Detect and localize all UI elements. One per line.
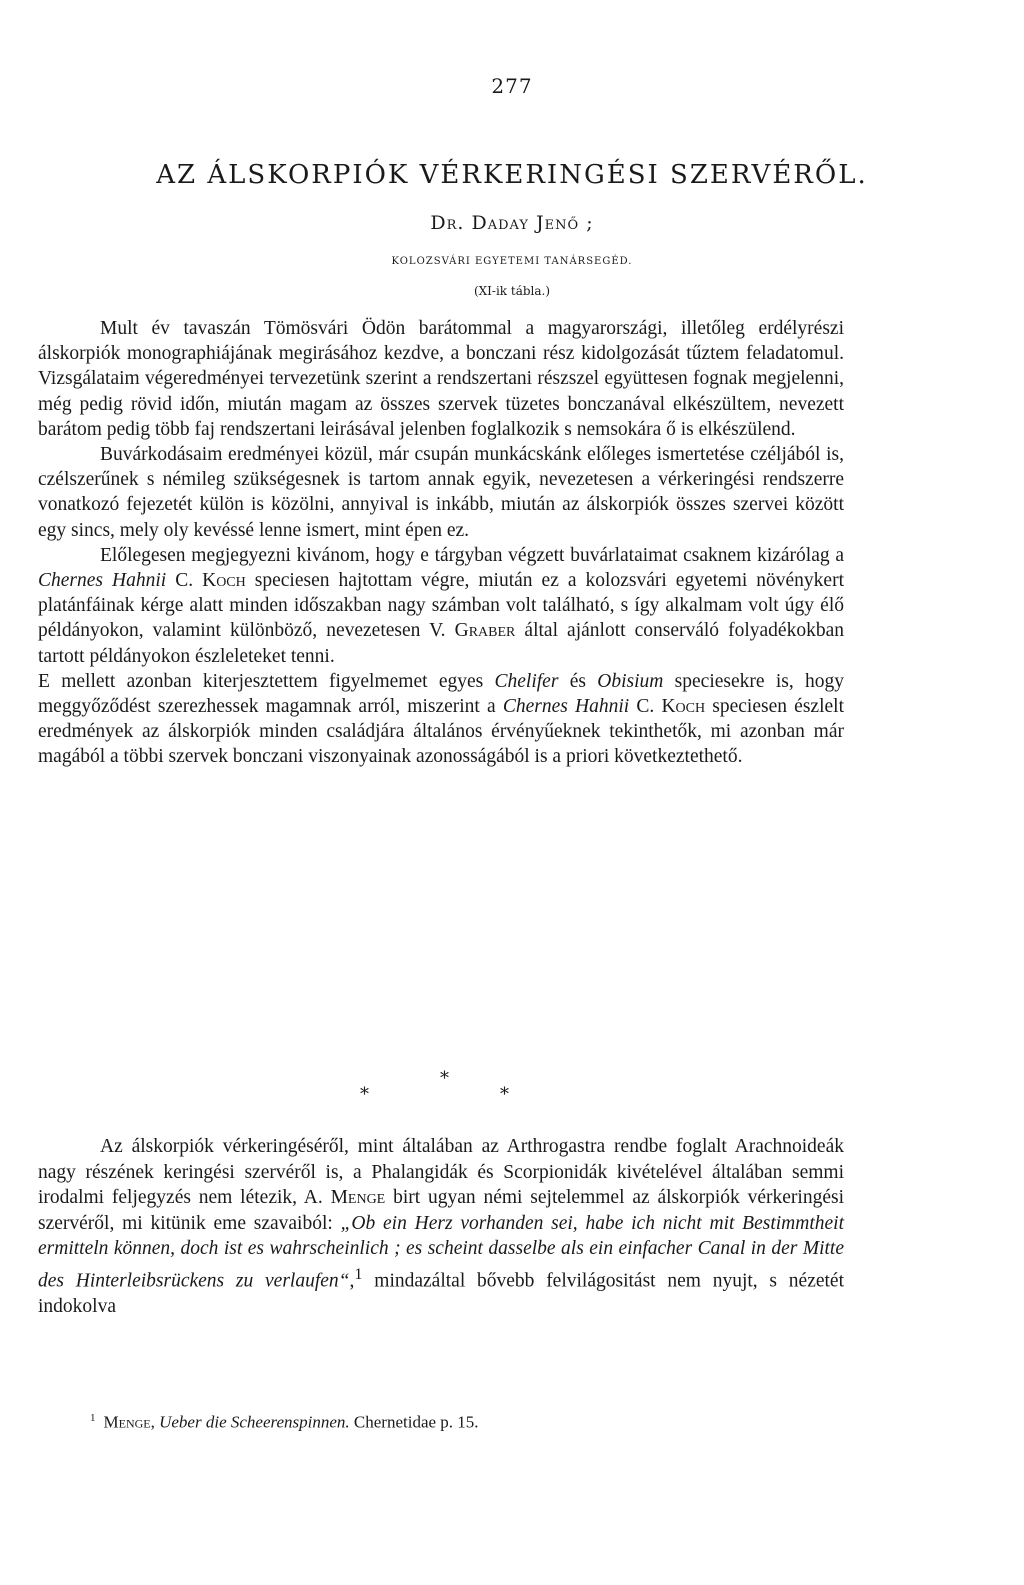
article-body-continued (38, 1134, 844, 1320)
genus-name: Chelifer (494, 670, 559, 692)
text-span: és (558, 670, 598, 692)
paragraph-1: Mult év tavaszán Tömösvári Ödön barátommal a magyarországi, illetőleg erdélyrészi álskorpiók monographiájának megirásához kezdve, a bonczani rész kidolgozását tűztem feladatomul. Vizsgálataim végeredményei tervezetünk szerint a rendszertani részszel együttesen fognak megjelenni, még pedig rövid időn, miután magam az összes szervek tüzetes bonczanával elkészültem, nevezett barátom pedig több faj rendszertani leirásával jelenben foglalkozik s nemsokára ő is elkészülend. (38, 318, 844, 440)
footnote-number: 1 (90, 1412, 96, 1424)
author-affiliation: KOLOZSVÁRI EGYETEMI TANÁRSEGÉD. (391, 256, 633, 267)
author-name: Graber (454, 620, 516, 642)
text-span: C. (629, 696, 662, 718)
text-span: C. (166, 570, 203, 592)
text-span: mindazáltal bővebb felvilágositást nem nyujt, s nézetét indokolva (38, 1270, 844, 1318)
text-span: speciesen hajtottam végre, miután ez a kolozsvári egyetemi növénykert platánfáinak kérge alatt minden időszakban nagy számban volt található, s így alkalmam volt úgy élő példányokon, valamint különböző, nevezetesen V. (38, 570, 844, 642)
footnote-author: Menge, (103, 1412, 155, 1432)
quotation: „Ob ein Herz vorhanden sei, habe ich nicht mit Bestimmtheit ermitteln können, doch ist es wahrscheinlich ; es scheint dasselbe als ein einfacher Canal in der Mitte des Hinterleibsrückens zu verlaufen“ (38, 1212, 844, 1292)
paragraph-5 (38, 1134, 844, 1320)
author-name: Menge (330, 1187, 386, 1209)
article-title: AZ ÁLSKORPIÓK VÉRKERINGÉSI SZERVÉRŐL. (156, 160, 868, 190)
asterisk: * (360, 1084, 369, 1105)
footnote-mark: 1 (354, 1264, 363, 1283)
asterisk: * (500, 1084, 509, 1105)
author-name: Koch (202, 570, 246, 592)
text-span: E mellett azonban kiterjesztettem figyelmemet egyes (38, 670, 495, 692)
text-span: speciesekre is, hogy meggyőződést szerezhessek magamnak arról, miszerint a (38, 670, 844, 718)
text-span: speciesen észlelt eredmények az álskorpiók minden családjára általános érvényűeknek tekinthetők, mi azonban már magából a többi szervek bonczani viszonyainak azonosságából is a priori következtethető. (38, 696, 844, 768)
author-name: Koch (661, 696, 706, 718)
paragraph-3 (38, 543, 844, 669)
section-separator (360, 1068, 540, 1108)
paragraph-4 (38, 669, 844, 770)
asterisk: * (440, 1068, 449, 1089)
text-span: birt ugyan némi sejtelemmel az álskorpiók vérkeringési szervéről, mi kitünik eme szavaiból: (38, 1187, 844, 1234)
species-name: Chernes Hahnii (502, 696, 630, 718)
species-name: Chernes Hahnii (38, 570, 167, 592)
article-body (38, 316, 844, 770)
text-span: Előlegesen megjegyezni kivánom, hogy e tárgyban végzett buvárlataimat csaknem kizárólag a (100, 544, 844, 566)
plate-reference: (XI-ik tábla.) (473, 284, 551, 298)
footnote-title: Ueber die Scheerenspinnen. (159, 1412, 350, 1432)
text-span: , (349, 1270, 355, 1292)
page-number: 277 (491, 74, 533, 98)
genus-name: Obisium (597, 670, 664, 692)
footnote-rest: Chernetidae p. 15. (353, 1412, 479, 1432)
paragraph-2: Buvárkodásaim eredményei közül, már csupán munkácskánk előleges ismertetése czéljából is, czélszerűnek s némileg szükségesnek is tartom annak egyik, nevezetesen a vérkeringési rendszerre vonatkozó fejezetét külön is közölni, annyival is inkább, miután az álskorpiók összes szervei között egy sincs, mely oly kevéssé lenne ismert, mint épen ez. (38, 444, 844, 541)
footnote (90, 1412, 850, 1433)
author-line: Dr. Daday Jenő ; (430, 212, 594, 234)
text-span: által ajánlott conserváló folyadékokban tartott példányokon észleleteket tenni. (38, 620, 844, 667)
text-span: Az álskorpiók vérkeringéséről, mint általában az Arthrogastra rendbe foglalt Arachnoideák nagy részének keringési szervéről is, a Phalangidák és Scorpionidák kivételével általában semmi irodalmi feljegyzés nem létezik, A. (38, 1136, 844, 1209)
